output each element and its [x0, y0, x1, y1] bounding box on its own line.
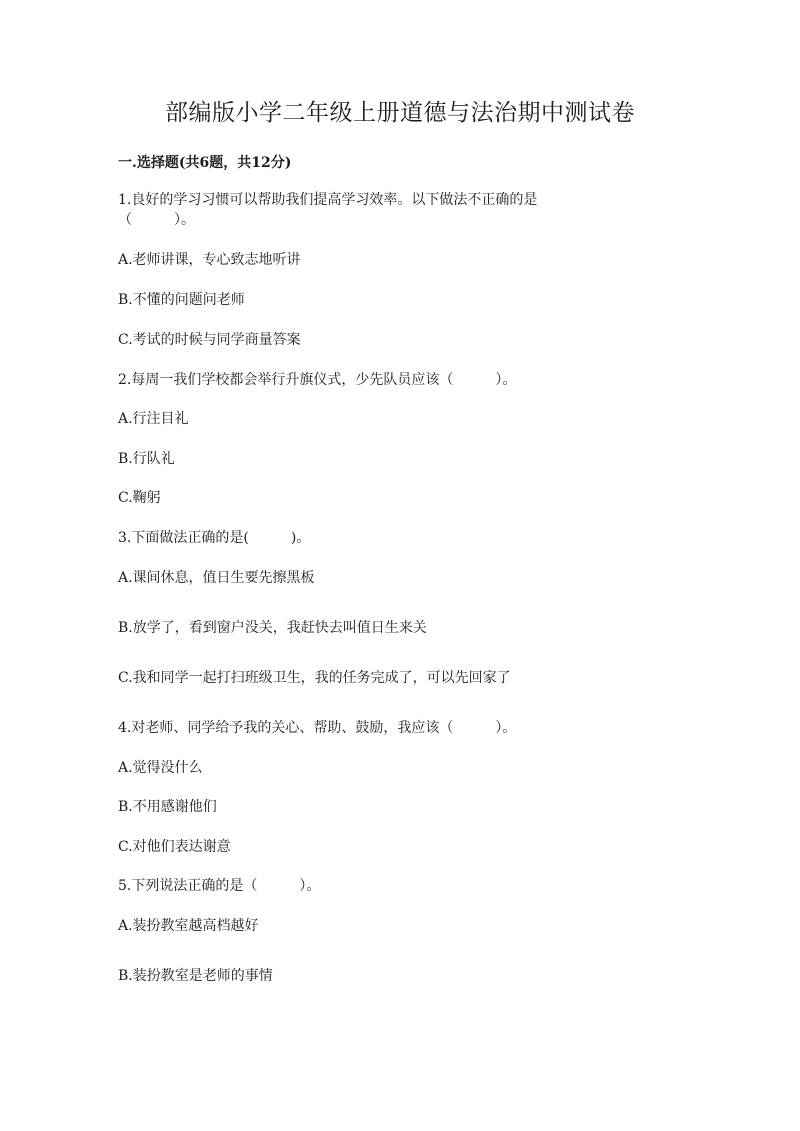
- question-5-option-a: A.装扮教室越高档越好: [118, 918, 259, 934]
- question-1-stem-continued: （ ）。: [118, 212, 195, 228]
- question-1-option-b: B.不懂的问题问老师: [118, 292, 245, 308]
- question-1-stem: 1.良好的学习习惯可以帮助我们提高学习效率。以下做法不正确的是: [118, 192, 538, 208]
- question-4-option-c: C.对他们表达谢意: [118, 839, 231, 855]
- question-3-stem: 3.下面做法正确的是( )。: [118, 530, 311, 546]
- question-1-option-a: A.老师讲课，专心致志地听讲: [118, 252, 301, 268]
- question-2-option-a: A.行注目礼: [118, 411, 189, 427]
- question-3-option-c: C.我和同学一起打扫班级卫生，我的任务完成了，可以先回家了: [118, 670, 511, 686]
- question-1-option-c: C.考试的时候与同学商量答案: [118, 332, 301, 348]
- question-2-option-c: C.鞠躬: [118, 490, 161, 506]
- question-4-option-a: A.觉得没什么: [118, 760, 203, 776]
- question-4-stem: 4.对老师、同学给予我的关心、帮助、鼓励，我应该（ ）。: [118, 720, 517, 736]
- question-5-stem: 5.下列说法正确的是（ ）。: [118, 878, 321, 894]
- section-heading: 一.选择题(共6题，共12分): [118, 155, 292, 171]
- question-5-option-b: B.装扮教室是老师的事情: [118, 968, 273, 984]
- question-2-stem: 2.每周一我们学校都会举行升旗仪式，少先队员应该（ ）。: [118, 372, 517, 388]
- question-3-option-b: B.放学了，看到窗户没关，我赶快去叫值日生来关: [118, 620, 427, 636]
- question-3-option-a: A.课间休息，值日生要先擦黑板: [118, 570, 315, 586]
- question-4-option-b: B.不用感谢他们: [118, 799, 217, 815]
- page-title: 部编版小学二年级上册道德与法治期中测试卷: [165, 100, 635, 126]
- question-2-option-b: B.行队礼: [118, 451, 175, 467]
